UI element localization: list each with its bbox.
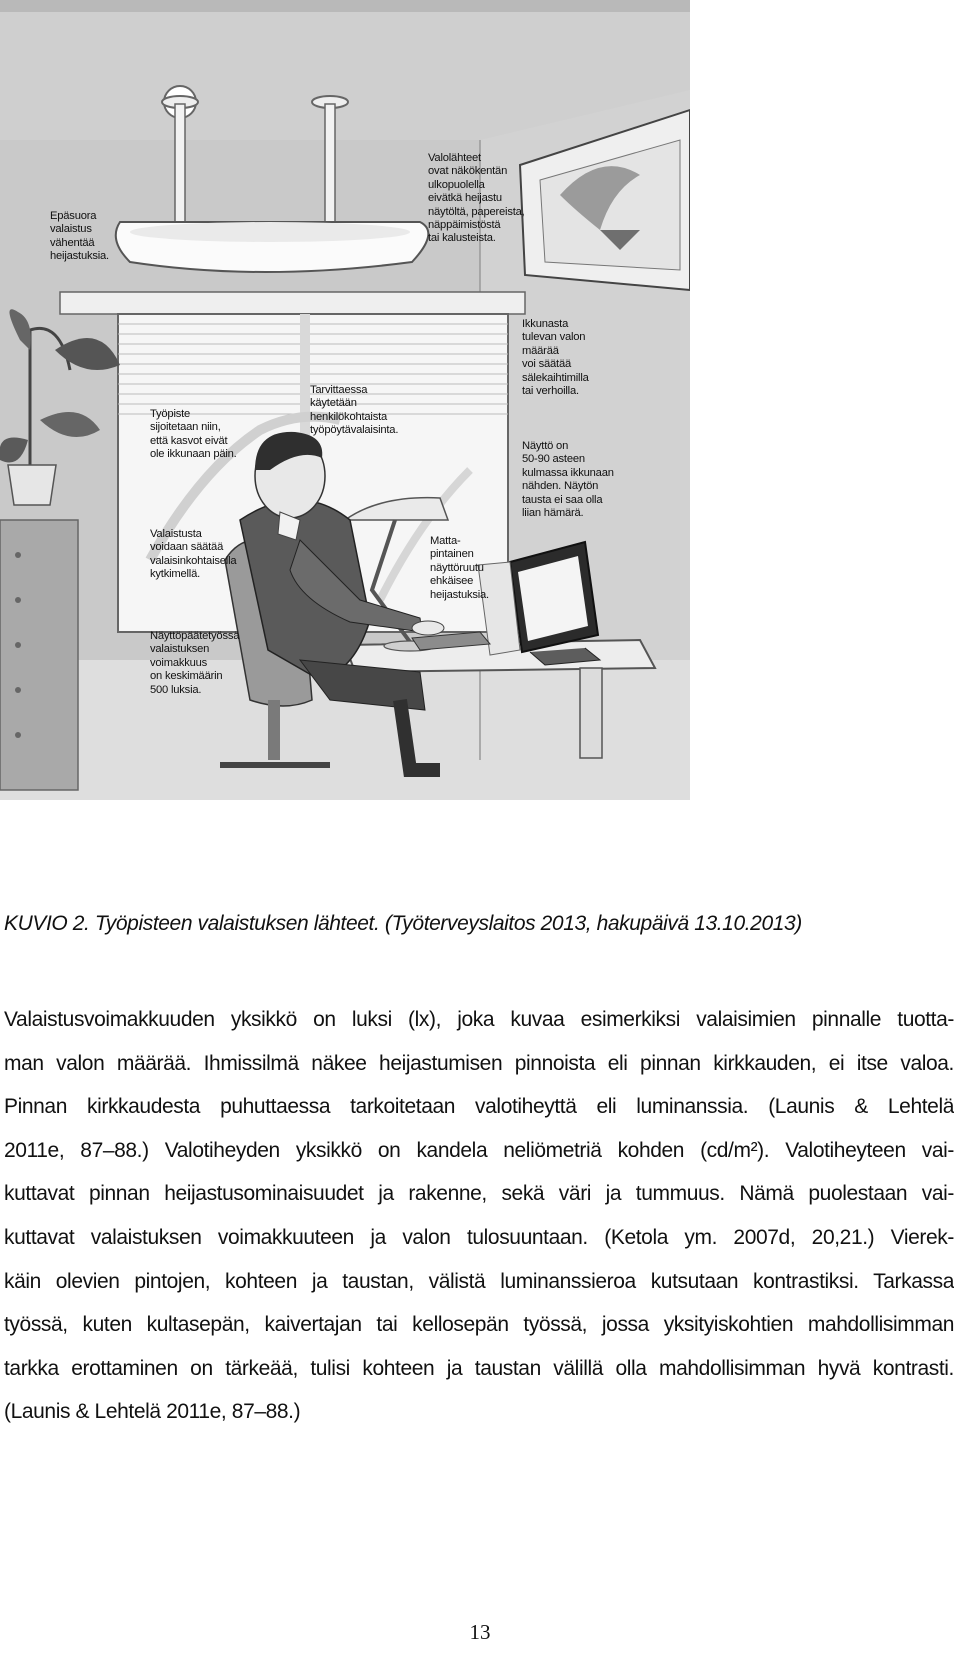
label-light-intensity: Näyttöpäätetyössä valaistuksen voimakkuus on keskimäärin 500 luksia. <box>150 630 240 696</box>
page-number: 13 <box>469 1620 491 1644</box>
body-paragraph <box>4 998 954 1434</box>
label-matte-screen: Matta- pintainen näyttöruutu ehkäisee heijastuksia. <box>430 535 489 601</box>
paragraph-line: kuttavat valaistuksen voimakkuuteen ja valon tulosuuntaan. (Ketola ym. 2007d, 20,21.) Vierek- <box>4 1225 954 1249</box>
paragraph-line: tarkka erottaminen on tärkeää, tulisi kohteen ja taustan välillä olla mahdollisimman hyvä kontrasti. <box>4 1356 954 1380</box>
paragraph-line: kuttavat pinnan heijastusominaisuudet ja rakenne, sekä väri ja tummuus. Nämä puolestaan vai- <box>4 1182 954 1206</box>
paragraph-line: 2011e, 87–88.) Valotiheyden yksikkö on kandela neliömetriä kohden (cd/m²). Valotiheyteen vai- <box>4 1138 954 1162</box>
label-light-sources: Valolähteet ovat näkökentän ulkopuolella eivätkä heijastu näytöltä, papereista, näppäimistöstä tai kalusteista. <box>428 152 525 245</box>
office-lighting-illustration <box>0 0 690 800</box>
figure-caption: KUVIO 2. Työpisteen valaistuksen lähteet. (Työterveyslaitos 2013, hakupäivä 13.10.2013) <box>4 912 802 935</box>
label-workstation: Työpiste sijoitetaan niin, että kasvot eivät ole ikkunaan päin. <box>150 408 237 461</box>
label-screen-angle: Näyttö on 50-90 asteen kulmassa ikkunaan nähden. Näytön tausta ei saa olla liian hämärä. <box>522 440 614 520</box>
label-dimmer-switch: Valaistusta voidaan säätää valaisinkohtaisella kytkimellä. <box>150 528 237 581</box>
paragraph-line: työssä, kuten kultasepän, kaivertajan tai kellosepän työssä, jossa yksityiskohtien mahdollisimman <box>4 1313 954 1337</box>
label-desk-lamp: Tarvittaessa käytetään henkilökohtaista työpöytävalaisinta. <box>310 384 399 437</box>
paragraph-line: Valaistusvoimakkuuden yksikkö on luksi (lx), joka kuvaa esimerkiksi valaisimien pinnalle tuotta- <box>4 1008 954 1031</box>
paragraph-line: (Launis & Lehtelä 2011e, 87–88.) <box>4 1400 301 1424</box>
label-window-light: Ikkunasta tulevan valon määrää voi säätää sälekaihtimilla tai verhoilla. <box>522 318 589 398</box>
label-indirect-lighting: Epäsuora valaistus vähentää heijastuksia. <box>50 210 109 263</box>
paragraph-line: man valon määrää. Ihmissilmä näkee heijastumisen pinnoista eli pinnan kirkkauden, ei itse valoa. <box>4 1051 954 1075</box>
paragraph-line: Pinnan kirkkaudesta puhuttaessa tarkoitetaan valotiheyttä eli luminanssia. (Launis & Lehtelä <box>4 1095 954 1119</box>
paragraph-line: käin olevien pintojen, kohteen ja taustan, välistä luminanssieroa kutsutaan kontrastiksi. Tarkassa <box>4 1269 954 1293</box>
